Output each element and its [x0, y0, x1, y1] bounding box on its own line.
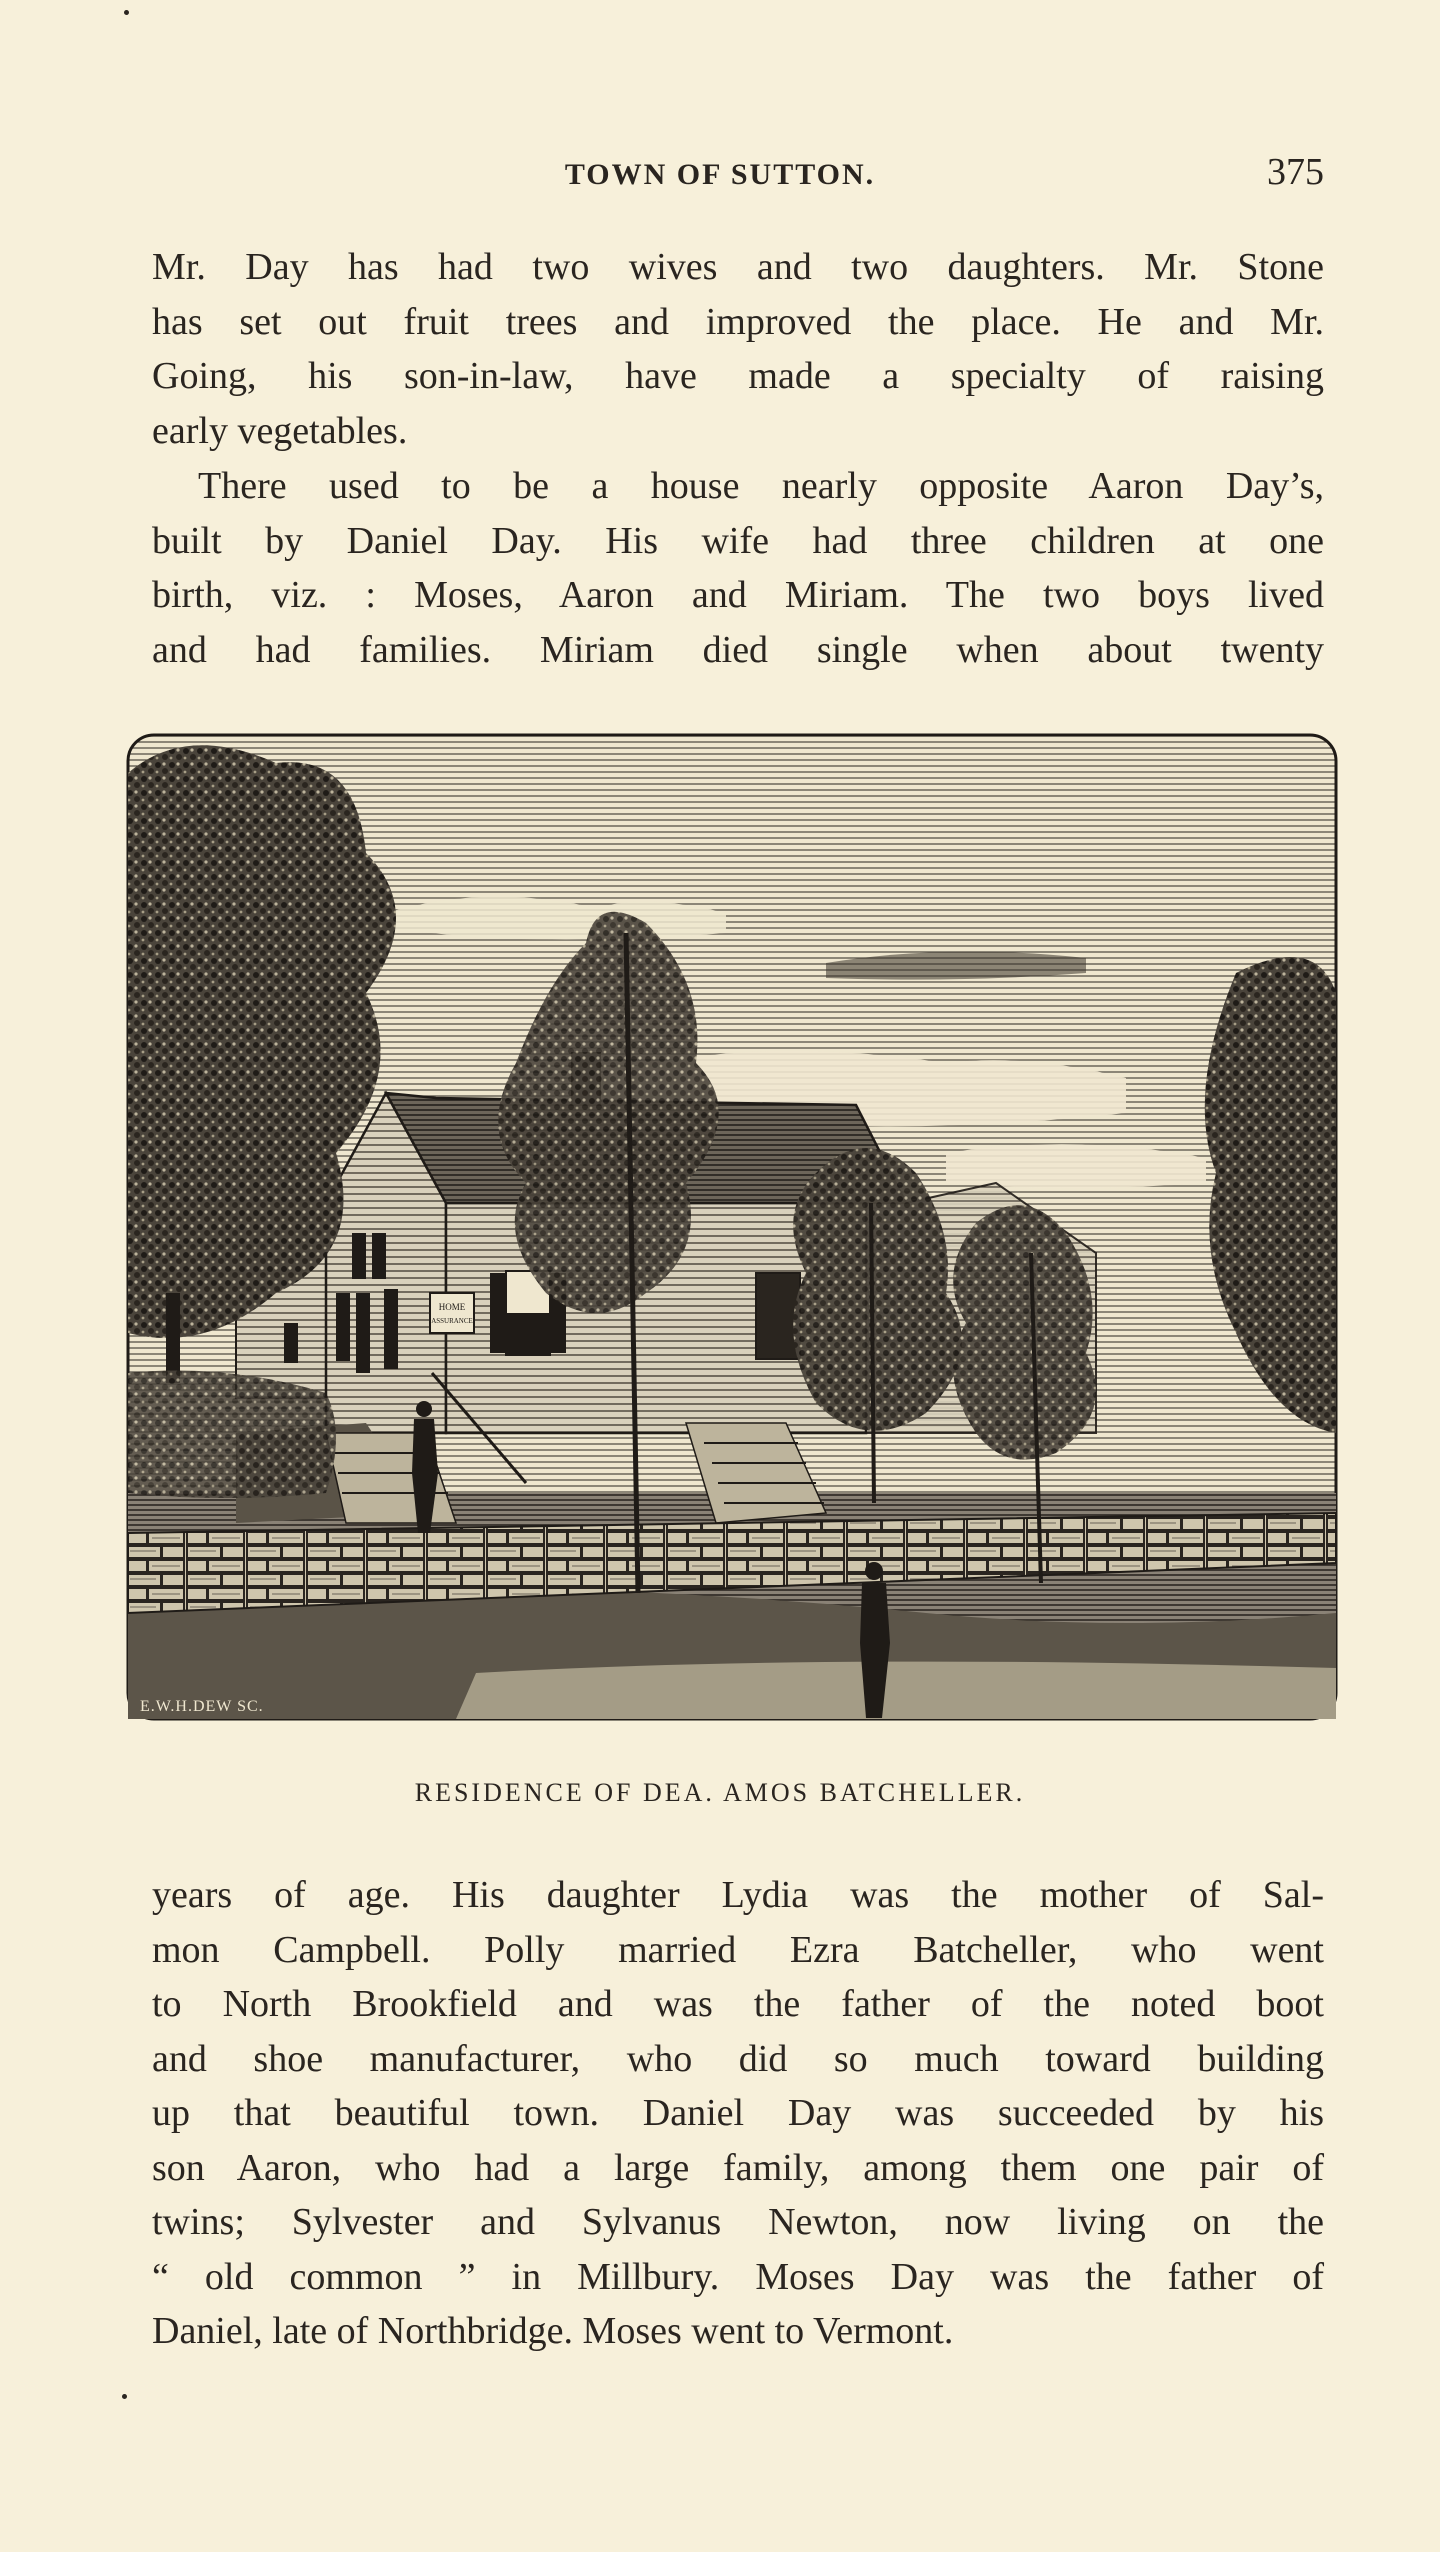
engraver-signature: E.W.H.DEW SC.: [140, 1698, 264, 1715]
text-line: Daniel, late of Northbridge. Moses went to Vermont.: [152, 2310, 954, 2352]
text-line: has set out fruit trees and improved the place. He and Mr.: [152, 300, 1324, 343]
engraving-residence: [126, 733, 1338, 1721]
figure-caption: RESIDENCE OF DEA. AMOS BATCHELLER.: [414, 1778, 1026, 1807]
text-line: twins; Sylvester and Sylvanus Newton, now living on the: [152, 2201, 1324, 2243]
running-title: TOWN OF SUTTON.: [564, 158, 876, 191]
text-line: built by Daniel Day. His wife had three children at one: [152, 519, 1324, 562]
sign-text-bottom: ASSURANCE: [431, 1317, 473, 1325]
ink-speck: [122, 2394, 127, 2399]
text-line: and shoe manufacturer, who did so much toward building: [152, 2037, 1324, 2080]
text-line: son Aaron, who had a large family, among them one pair of: [152, 2146, 1324, 2189]
text-line: years of age. His daughter Lydia was the mother of Sal-: [152, 1874, 1324, 1916]
text-line: up that beautiful town. Daniel Day was succeeded by his: [152, 2092, 1324, 2134]
sign-text-top: HOME: [438, 1302, 466, 1312]
paragraph-2: [152, 459, 1324, 677]
text-line: There used to be a house nearly opposite Aaron Day’s,: [198, 465, 1324, 507]
ink-speck: [124, 10, 129, 15]
text-line: “ old common ” in Millbury. Moses Day was the father of: [152, 2255, 1324, 2298]
text-line: to North Brookfield and was the father of the noted boot: [152, 1983, 1324, 2025]
text-line: and had families. Miriam died single when about twenty: [152, 628, 1324, 671]
paragraph-3: [152, 1868, 1324, 2359]
text-line: birth, viz. : Moses, Aaron and Miriam. The two boys lived: [152, 574, 1324, 616]
page-number: 375: [1267, 151, 1324, 193]
text-line: Mr. Day has had two wives and two daughters. Mr. Stone: [152, 246, 1324, 288]
text-line: Going, his son-in-law, have made a specialty of raising: [152, 355, 1324, 397]
paragraph-1: [152, 240, 1324, 458]
text-line: mon Campbell. Polly married Ezra Batcheller, who went: [152, 1928, 1324, 1971]
text-line: early vegetables.: [152, 409, 408, 452]
insurance-sign: [430, 1293, 474, 1333]
